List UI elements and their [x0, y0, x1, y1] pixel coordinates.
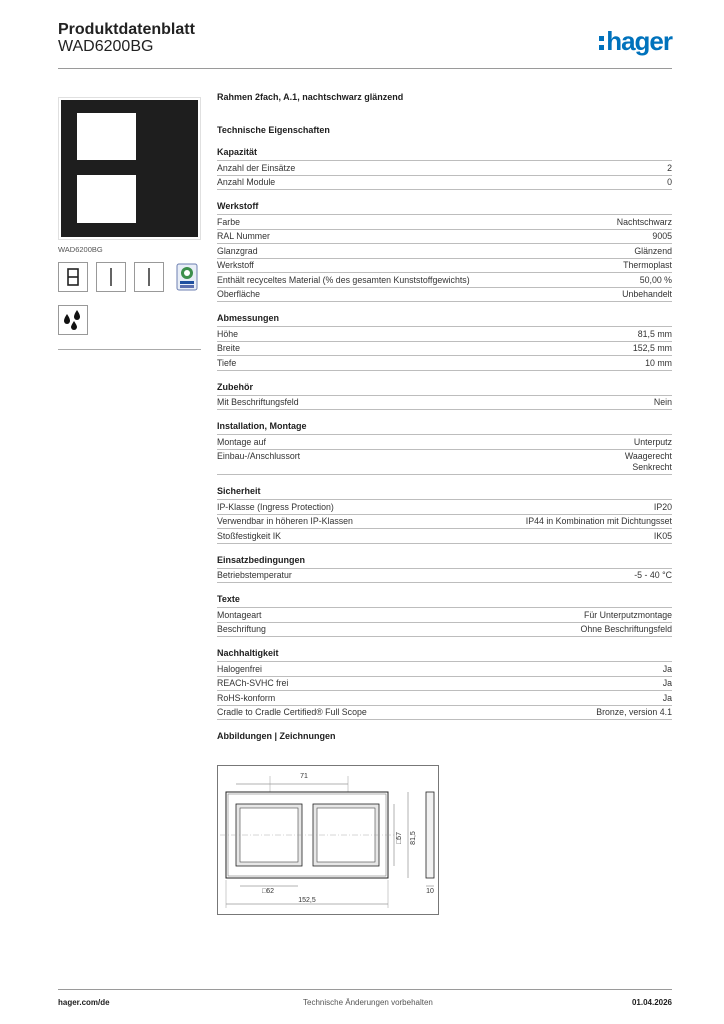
section-texte	[217, 594, 672, 637]
dim-top-label: 71	[300, 773, 308, 780]
section-heading: Kapazität	[217, 147, 672, 161]
footer-disclaimer: Technische Änderungen vorbehalten	[303, 998, 433, 1007]
spec-row: Cradle to Cradle Certified® Full Scope Bronze, version 4.1	[217, 706, 672, 721]
section-heading: Einsatzbedingungen	[217, 555, 672, 569]
spec-row: Werkstoff Thermoplast	[217, 259, 672, 274]
footer-website-link[interactable]: hager.com/de	[58, 998, 110, 1007]
spec-content	[217, 92, 672, 741]
spec-row: Verwendbar in höheren IP-Klassen IP44 in Kombination mit Dichtungsset	[217, 515, 672, 530]
spec-row: REACh-SVHC frei Ja	[217, 677, 672, 692]
section-heading: Sicherheit	[217, 486, 672, 500]
footer-date: 01.04.2026	[631, 998, 672, 1007]
spec-row: Tiefe 10 mm	[217, 356, 672, 371]
footer-divider	[58, 989, 672, 990]
spec-row: Anzahl Module 0	[217, 176, 672, 191]
dim-width-label: 152,5	[298, 897, 316, 904]
spec-row: Einbau-/Anschlussort Waagerecht Senkrecht	[217, 450, 672, 476]
line-icon	[96, 262, 126, 292]
hager-logo[interactable]	[599, 27, 672, 55]
spec-row: Montage auf Unterputz	[217, 435, 672, 450]
dim-inner-height-label: □57	[396, 831, 403, 845]
spec-row: Stoßfestigkeit IK IK05	[217, 529, 672, 544]
section-installation	[217, 421, 672, 475]
product-title: Rahmen 2fach, A.1, nachtschwarz glänzend	[217, 92, 404, 102]
section-einsatzbedingungen	[217, 555, 672, 584]
section-heading: Nachhaltigkeit	[217, 648, 672, 662]
spec-row: Mit Beschriftungsfeld Nein	[217, 396, 672, 411]
feature-icons	[58, 262, 202, 292]
logo-text: hager	[606, 26, 672, 56]
dim-depth-label: 10	[426, 888, 434, 895]
spec-row: Oberfläche Unbehandelt	[217, 288, 672, 303]
certification-badge-icon	[172, 262, 202, 292]
spec-row: Halogenfrei Ja	[217, 662, 672, 677]
article-number: WAD6200BG	[58, 38, 154, 55]
spec-row: RoHS-konform Ja	[217, 691, 672, 706]
section-abmessungen	[217, 313, 672, 371]
spec-row: Betriebstemperatur -5 - 40 °C	[217, 569, 672, 584]
sidebar-divider	[58, 349, 201, 350]
section-zubehoer	[217, 382, 672, 411]
product-image	[58, 97, 201, 240]
dim-height-label: 81,5	[410, 831, 417, 845]
spec-row: Beschriftung Ohne Beschriftungsfeld	[217, 623, 672, 638]
section-werkstoff	[217, 201, 672, 302]
spec-row: Höhe 81,5 mm	[217, 327, 672, 342]
page-title: Produktdatenblatt	[58, 21, 195, 38]
section-heading: Zubehör	[217, 382, 672, 396]
spec-row: Enthält recyceltes Material (% des gesamten Kunststoffgewichts) 50,00 %	[217, 273, 672, 288]
section-heading: Texte	[217, 594, 672, 608]
spec-row: Glanzgrad Glänzend	[217, 244, 672, 259]
spec-row: Breite 152,5 mm	[217, 342, 672, 357]
spec-row: Anzahl der Einsätze 2	[217, 161, 672, 176]
spec-row: Farbe Nachtschwarz	[217, 215, 672, 230]
section-heading: Installation, Montage	[217, 421, 672, 435]
section-sicherheit	[217, 486, 672, 544]
section-nachhaltigkeit	[217, 648, 672, 720]
line-icon	[134, 262, 164, 292]
section-kapazitaet	[217, 147, 672, 190]
section-heading: Werkstoff	[217, 201, 672, 215]
header-divider	[58, 68, 672, 69]
spec-row: RAL Nummer 9005	[217, 230, 672, 245]
water-drops-icon	[58, 305, 88, 335]
tech-properties-heading: Technische Eigenschaften	[217, 125, 330, 135]
technical-drawing	[217, 765, 439, 915]
product-image-caption: WAD6200BG	[58, 245, 103, 254]
illustrations-heading: Abbildungen | Zeichnungen	[217, 731, 336, 741]
frame-count-icon	[58, 262, 88, 292]
section-heading: Abmessungen	[217, 313, 672, 327]
spec-row: Montageart Für Unterputzmontage	[217, 608, 672, 623]
dim-inner-width-label: □62	[261, 888, 275, 895]
spec-row: IP-Klasse (Ingress Protection) IP20	[217, 500, 672, 515]
